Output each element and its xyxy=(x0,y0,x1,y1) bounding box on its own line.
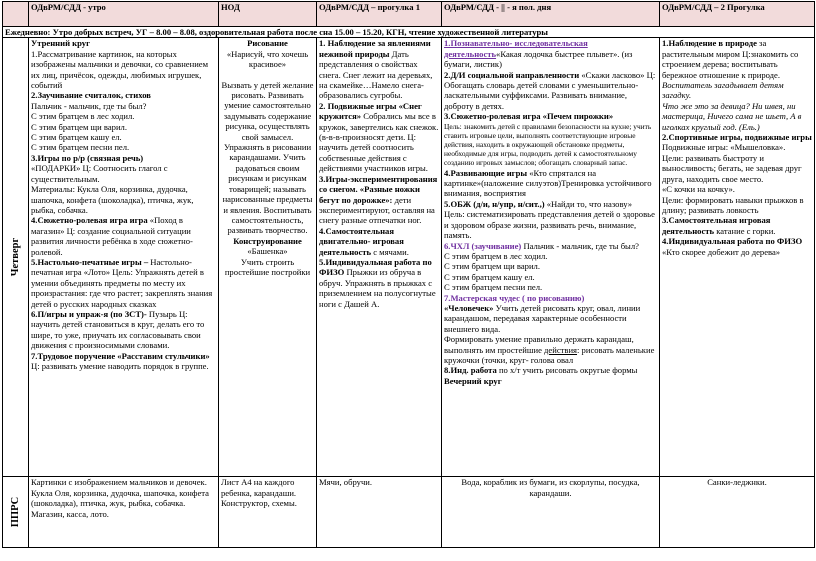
thursday-row xyxy=(3,38,815,477)
walk1-item-2-text: Собрались мы все в кружок, завертелись как снежок. (в-в-в-произносят дети. Ц: научить детей соотносить собственные действия с действиями участников игры. xyxy=(319,111,439,174)
morning-item-5-title: 5.Настольно-печатные игры – xyxy=(31,256,149,267)
morning-item-7-name: «Расставим стульчики» xyxy=(115,350,210,361)
afternoon-item-8-text: по х/т учить рисовать округые формы xyxy=(496,365,638,376)
header-afternoon: ОДвРМ/СДД - || - я пол. дня xyxy=(442,2,660,27)
ppr-morning: Картинки с изображением мальчиков и девочек. Кукла Оля, корзинка, дудочка, шапочка, конфета (шоколадка), птичка, жук, рыбка, собачка. Магазин, касса, лото. xyxy=(29,477,219,548)
walk2-item-1-text: за растительным миром Ц:знакомить со строением дерева; воспитывать бережное отношение к природе. xyxy=(662,38,799,80)
walk2-item-3-text: катание с горки. xyxy=(714,225,776,236)
afternoon-item-7-goal: Формировать умение правильно держать карандаш, выполнять им простейшие xyxy=(444,334,634,355)
morning-cell xyxy=(29,38,219,477)
walk1-item-5-text: Прыжки из обруча в обруч. Упражнять в прыжках с приземлением на полусогнутые ноги с Дашей А. xyxy=(319,267,436,309)
afternoon-item-7-name: «Человечек» xyxy=(444,302,494,313)
morning-item-6-text: Пузырь Ц: научить детей становиться в круг, делать его то шире, то уже, приучать их согласовывать свои движения с произносимыми словами. xyxy=(31,308,205,351)
morning-item-7-text: Ц: развивать умение наводить порядок в группе. xyxy=(31,361,209,371)
morning-item-5-text: Настольно-печатная игра «Лото» Цель: Упражнять детей в умении объединять предметы по месту их произрастания: где что растет; закреплять знания детей о русских народных сказках xyxy=(31,256,213,309)
walk1-item-2-title: 2. Подвижные игры «Снег кружится» xyxy=(319,100,422,122)
nod-subject-drawing: Рисование xyxy=(247,38,288,49)
walk1-item-4-title: 4.Самостоятельная двигательно- игровая деятельность xyxy=(319,225,404,257)
walk1-item-1-title: 1. Наблюдение за явлениями неживой природы xyxy=(319,38,431,59)
afternoon-rhyme-line: С этим братцем в лес ходил. xyxy=(444,250,548,261)
walk2-item-3-title: 3.Самостоятельная игровая деятельность xyxy=(662,215,771,236)
ppr-nod: Лист А4 на каждого ребенка, карандаши. Конструктор, схемы. xyxy=(219,477,317,548)
afternoon-item-2-text: «Скажи ласково» Ц: Обогащать словарь детей словами с уменьшительно-ласкательными суффиксами. Развивать внимание, доброту в детях. xyxy=(444,69,656,111)
ppr-walk2: Санки-леджнки. xyxy=(660,477,815,548)
afternoon-item-3-title: 3.Сюжетно-ролевая игра «Печем пирожки» xyxy=(444,111,614,122)
walk2-item-2-game: Подвижные игры: «Мышеловка». xyxy=(662,142,786,153)
walk2-item-2-title: 2.Спортивные игры, подвижные игры xyxy=(662,132,812,143)
afternoon-item-4-title: 4.Развивающие игры xyxy=(444,167,528,178)
morning-circle-title: Утренний круг xyxy=(31,38,90,49)
nod-topic-construction: «Башенка» xyxy=(247,246,288,257)
morning-item-4-title: 4.Сюжетно-ролевая игра игра xyxy=(31,215,148,226)
afternoon-item-3-text: Цель: знакомить детей с правилами безопасности на кухне; учить ставить игровые цели, выполнять соответствующие игровые действия, находить в окружающей обстановке предметы, необходимые для игры, подводить детей к самостоятельному созданию игровых замыслов; обогащать словарный запас. xyxy=(444,121,652,168)
walk2-item-2-game-2: «С кочки на кочку». xyxy=(662,184,735,195)
afternoon-cell xyxy=(442,38,660,477)
morning-item-1: 1.Рассматривание картинок, на которых изображены мальчики и девочки, со сравнением их лиц, причёсок, одежды, любимых игрушек, событий xyxy=(31,48,209,91)
walk1-item-5-title: 5.Индивидуальная работа по ФИЗО xyxy=(319,256,432,278)
afternoon-item-5-title: 5.ОБЖ (д/и, н/упр, н/сит.,) xyxy=(444,198,545,209)
afternoon-item-2-title: 2.Д/И социальной направленности xyxy=(444,69,580,80)
afternoon-item-7-goal-underlined: действия xyxy=(544,344,578,355)
morning-item-2-title: 2.Заучивание считалок, стихов xyxy=(31,90,151,101)
nod-goals-construction: Учить строить простейшие постройки xyxy=(224,256,311,277)
morning-rhyme-line: Пальчик - мальчик, где ты был? xyxy=(31,100,147,111)
morning-rhyme-line: С этим братцем в лес ходил. xyxy=(31,111,135,122)
header-walk2: ОДвРМ/СДД – 2 Прогулка xyxy=(660,2,815,27)
walk2-item-2-goal: Цели: развивать быстроту и выносливость; бегать, не задевая друг друга, находить свое место. xyxy=(662,152,802,184)
afternoon-item-7-text: Учить детей рисовать круг, овал, линии карандашом, передавая характерные особенности внешнего вида. xyxy=(444,302,641,334)
daily-note-row xyxy=(3,27,815,38)
afternoon-item-4-text: «Кто спрятался на картинке»(наложение силуэтов)Тренировка устойчивого внимания, восприятия xyxy=(444,167,652,199)
walk2-cell xyxy=(660,38,815,477)
ppr-row xyxy=(3,477,815,548)
afternoon-item-8-title: 8.Инд. работа xyxy=(444,365,497,376)
ppr-afternoon: Вода, кораблик из бумаги, из скорлупы, посудка, карандаши. xyxy=(442,477,660,548)
afternoon-rhyme-line: С этим братцем кашу ел. xyxy=(444,271,535,282)
afternoon-item-1-title: 1.Познавательно- исследовательская деятельность xyxy=(444,38,588,59)
morning-item-7-title: 7.Трудовое поручение xyxy=(31,350,116,361)
walk2-item-4-title: 4.Индивидуальная работа по ФИЗО xyxy=(662,236,803,247)
morning-item-3-title: 3.Игры по р/р (связная речь) xyxy=(31,152,144,163)
morning-item-4-text: «Поход в магазин» Ц: создание социальной ситуации развития личности ребёнка в ходе сюжетно-ролевой. xyxy=(31,215,193,257)
morning-item-3-materials: Материалы: Кукла Оля, корзинка, дудочка, шапочка, конфета (шоколадка), птичка, жук, рыбка, собачка. xyxy=(31,184,194,215)
walk1-item-3-text: дети экспериментируют, оставляя на снегу разные отпечатки ног. xyxy=(319,194,435,226)
day-label-cell xyxy=(3,38,29,477)
header-nod: НОД xyxy=(219,2,317,27)
ppr-label: ППРС xyxy=(9,497,21,528)
header-morning: ОДвРМ/СДД - утро xyxy=(29,2,219,27)
header-walk1: ОДвРМ/СДД – прогулка 1 xyxy=(317,2,442,27)
morning-rhyme-line: С этим братцем щи варил. xyxy=(31,121,127,132)
nod-cell xyxy=(219,38,317,477)
walk2-item-4-text: «Кто скорее добежит до дерева» xyxy=(662,246,781,257)
afternoon-item-6-title: 6.ЧХЛ (заучивание) xyxy=(444,240,522,251)
morning-item-6-title: 6.П/игры и упраж-я (по ЗСТ)- xyxy=(31,308,147,319)
nod-subject-construction: Конструирование xyxy=(233,235,302,246)
day-label: Четверг xyxy=(9,238,21,277)
walk2-riddle: Что же это за девица? Ни швея, ни мастерица, Ничего сама не шьет, А в иголках круглый год. (Ель.) xyxy=(662,100,802,132)
header-corner xyxy=(3,2,29,27)
afternoon-item-5-name: «Найди то, что назову» xyxy=(544,198,633,209)
daily-note: Ежедневно: Утро добрых встреч, УГ – 8.00 – 8.08, оздоровительная работа после сна 15.00 – 15.20, КГН, чтение художественной литературы xyxy=(3,27,815,38)
afternoon-item-6-text: Пальчик - мальчик, где ты был? xyxy=(521,240,639,251)
walk1-item-3-title: 3.Игры-экспериментирования со снегом. «Разные ножки бегут по дорожке»: xyxy=(319,173,438,205)
afternoon-item-5-goal: Цель: систематизировать представления детей о здоровье и здоровом образе жизни, развивать речь, внимание, память. xyxy=(444,209,655,241)
afternoon-item-1-text: «Какая лодочка быстрее плывет». (из бумаги, листик) xyxy=(444,48,633,70)
walk1-item-1-text: Дать представления о свойствах снега. Снег лежит на деревьях, на скамейке…Намело снега-образовались сугробы. xyxy=(319,48,433,101)
ppr-label-cell xyxy=(3,477,29,548)
afternoon-item-7-goal-rest: : рисовать маленькие кружочки (точки, круг- голова овал xyxy=(444,344,655,365)
afternoon-rhyme-line: С этим братцем песни пел. xyxy=(444,282,543,293)
afternoon-rhyme-line: С этим братцем щи варил. xyxy=(444,261,540,272)
ppr-walk1: Мячи, обручи. xyxy=(317,477,442,548)
afternoon-item-7-title: 7.Мастерская чудес ( по рисованию) xyxy=(444,292,585,303)
weekly-plan-table xyxy=(2,1,815,548)
header-row xyxy=(3,2,815,27)
nod-topic-drawing: «Нарисуй, что хочешь красивое» xyxy=(226,48,309,70)
walk1-item-4-text: с мячами. xyxy=(371,246,409,257)
walk1-cell xyxy=(317,38,442,477)
walk2-item-1-title: 1.Наблюдение в природе xyxy=(662,38,757,49)
morning-item-3-goal: «ПОДАРКИ» Ц: Соотносить глагол с существительным. xyxy=(31,163,168,184)
morning-rhyme-line: С этим братцем песни пел. xyxy=(31,142,130,153)
walk2-riddle-intro: Воспитатель загадывает детям загадку. xyxy=(662,80,784,101)
walk2-item-2-goal-2: Цели: формировать навыки прыжков в длину; развивать ловкость xyxy=(662,194,804,215)
afternoon-evening-circle: Вечерний круг xyxy=(444,375,502,386)
morning-rhyme-line: С этим братцем кашу ел. xyxy=(31,132,122,143)
nod-goals-drawing: Вызвать у детей желание рисовать. Развивать умение самостоятельно задумывать содержание рисунка, осуществлять свой замысел. Упражнять в рисовании карандашами. Учить радоваться своим рисункам и рисункам товарищей; называть нарисованные предметы и явления. Воспитывать самостоятельность, развивать творчество. xyxy=(221,79,314,236)
